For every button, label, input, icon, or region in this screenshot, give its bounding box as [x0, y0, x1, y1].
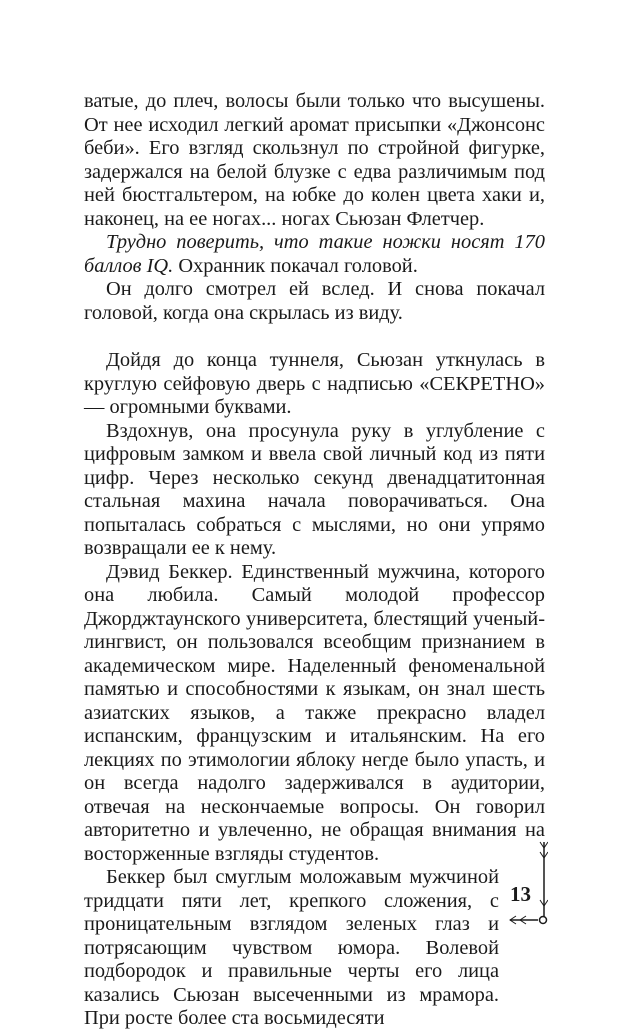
paragraph: Он долго смотрел ей вслед. И снова покачал головой, когда она скрылась из виду. — [84, 278, 545, 324]
section-break — [84, 325, 545, 349]
page-number: 13 — [510, 882, 531, 906]
paragraph: ватые, до плеч, волосы были только что высушены. От нее исходил легкий аромат присыпки «Джонсонс беби». Его взгляд скользнул по стройной фигурке, задержался на белой блузке с едва различимым под ней бюстгальтером, на юбке до колен цвета хаки и, наконец, на ее ногах... ногах Сьюзан Флетчер. — [84, 90, 545, 230]
paragraph: Дойдя до конца туннеля, Сьюзан уткнулась в круглую сейфовую дверь с надписью «СЕКРЕТНО» — огромными буквами. — [84, 349, 545, 418]
paragraph: Вздохнув, она просунула руку в углубление с цифровым замком и ввела свой личный код из пяти цифр. Через несколько секунд двенадцатитонная стальная махина начала поворачиваться. Она попыталась собраться с мыслями, но они упрямо возвращали ее к нему. — [84, 419, 545, 559]
paragraph: Дэвид Беккер. Единственный мужчина, которого она любила. Самый молодой профессор Джорджтаунского университета, блестящий ученый-лингвист, он пользовался всеобщим признанием в академическом мире. Наделенный феноменальной памятью и способностями к языкам, он знал шесть азиатских языков, а также прекрасно владел испанским, французским и итальянским. На его лекциях по этимологии яблоку негде было упасть, и он всегда надолго задерживался в аудитории, отвечая на нескончаемые вопросы. Он говорил авторитетно и увлеченно, не обращая внимания на восторженные взгляды студентов. — [84, 560, 545, 865]
italic-thought: Трудно поверить, что такие ножки носят 170 баллов IQ. — [84, 231, 545, 277]
body-text — [84, 90, 545, 1031]
paragraph — [84, 231, 545, 278]
paragraph: Беккер был смуглым моложавым мужчиной тридцати пяти лет, крепкого сложения, с проницательным взглядом зеленых глаз и потрясающим чувством юмора. Волевой подбородок и правильные черты его лица казались Сьюзан высеченными из мрамора. При росте более ста восьмидесяти — [84, 866, 499, 1029]
paragraph-text: Охранник покачал головой. — [173, 254, 418, 277]
